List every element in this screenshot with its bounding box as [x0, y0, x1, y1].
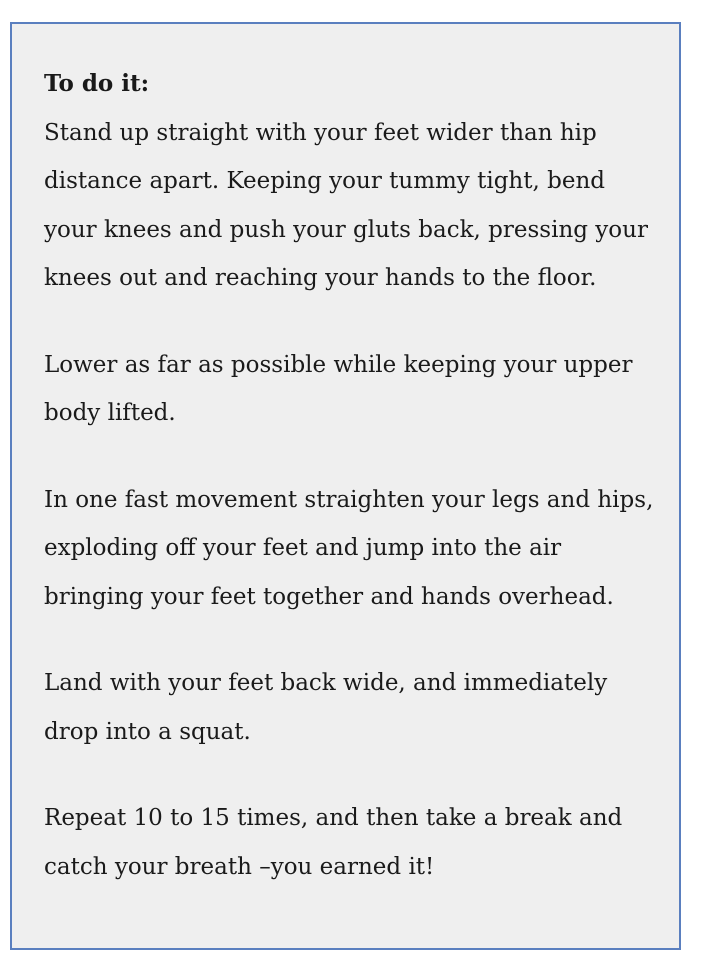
instruction-paragraph-2: Lower as far as possible while keeping your upper body lifted.	[44, 351, 633, 426]
instruction-paragraph-3: In one fast movement straighten your legs and hips, exploding off your feet and jump into the air bringing your feet together and hands overhead.	[44, 486, 654, 610]
instruction-paragraph-5: Repeat 10 to 15 times, and then take a break and catch your breath –you earned it!	[44, 805, 623, 880]
instruction-content	[44, 60, 664, 929]
instruction-paragraph-1: Stand up straight with your feet wider than hip distance apart. Keeping your tummy tight, bend your knees and push your gluts back, pressing your knees out and reaching your hands to the floor.	[44, 119, 648, 291]
instruction-heading: To do it:	[44, 70, 150, 97]
instruction-paragraph-4: Land with your feet back wide, and immediately drop into a squat.	[44, 670, 608, 745]
instruction-card	[10, 22, 681, 950]
